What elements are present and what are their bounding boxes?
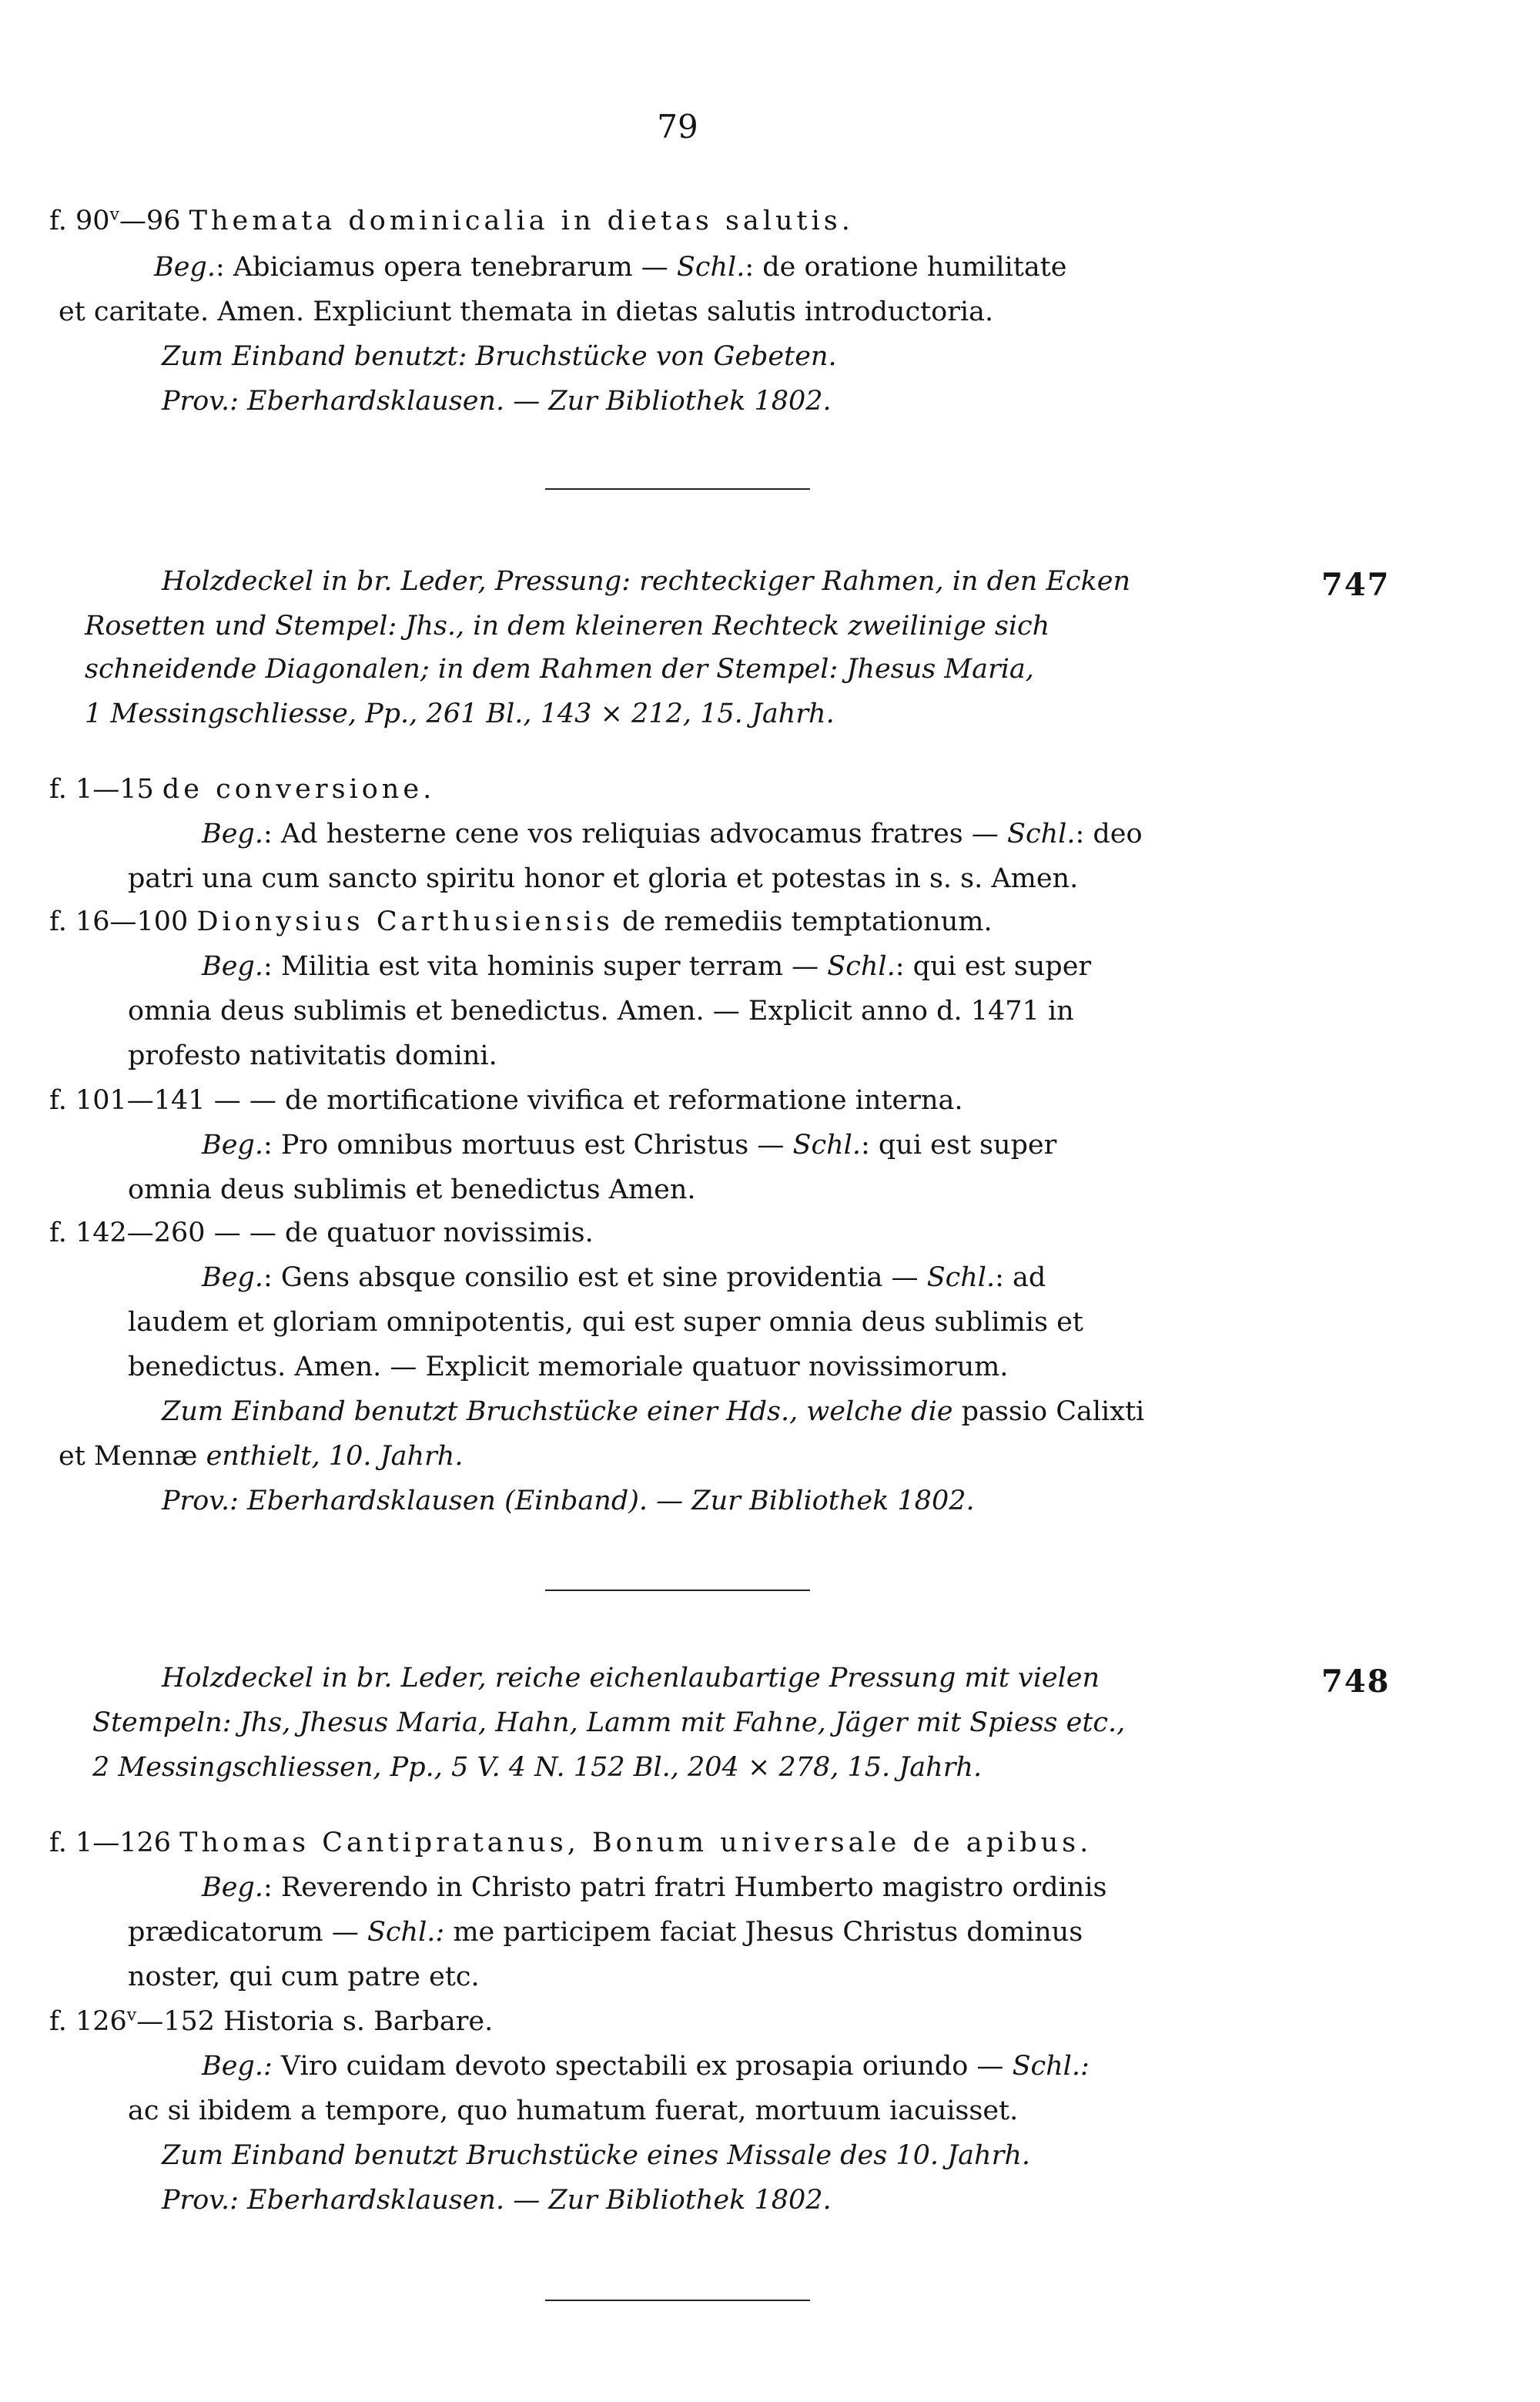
beg-label: Beg. bbox=[202, 1262, 263, 1293]
item-line: omnia deus sublimis et benedictus. Amen. — Explicit anno d. 1471 in bbox=[128, 996, 1074, 1027]
folio: f. 16—100 bbox=[49, 906, 189, 937]
schl-label: Schl. bbox=[676, 252, 745, 283]
schl-text: : deo bbox=[1075, 819, 1143, 849]
folio: f. 90 bbox=[49, 206, 110, 236]
entry-desc-line: Holzdeckel in br. Leder, reiche eichenlaubartige Pressung mit vielen bbox=[162, 1663, 1100, 1693]
einband-text: passio Calixti bbox=[952, 1396, 1145, 1427]
item-line bbox=[49, 776, 435, 803]
work-title: de remediis temptationum. bbox=[622, 906, 993, 937]
item-line: noster, qui cum patre etc. bbox=[128, 1961, 480, 1992]
item-line: profesto nativitatis domini. bbox=[128, 1040, 497, 1071]
top-line-einband: Zum Einband benutzt: Bruchstücke von Gebeten. bbox=[162, 341, 837, 372]
beg-label: Beg. bbox=[202, 1872, 263, 1903]
section-divider bbox=[545, 488, 810, 490]
work-title: Historia s. Barbare. bbox=[223, 2006, 494, 2037]
beg-text: : Pro omnibus mortuus est Christus — bbox=[263, 1130, 793, 1161]
einband-text: et Mennæ bbox=[59, 1441, 198, 1472]
schl-label: Schl.: bbox=[367, 1917, 445, 1948]
folio: f. 1—126 bbox=[49, 1827, 172, 1858]
item-line bbox=[202, 2053, 1090, 2080]
top-line-2 bbox=[154, 254, 1066, 281]
item-line: ac si ibidem a tempore, quo humatum fuerat, mortuum iacuisset. bbox=[128, 2095, 1019, 2126]
folio: f. 1—15 bbox=[49, 774, 154, 805]
beg-text: : Ad hesterne cene vos reliquias advocamus fratres — bbox=[263, 819, 1008, 849]
item-line: patri una cum sancto spiritu honor et gloria et potestas in s. s. Amen. bbox=[128, 863, 1079, 894]
page-number: 79 bbox=[657, 108, 698, 146]
entry-desc-line: Stempeln: Jhs, Jhesus Maria, Hahn, Lamm mit Fahne, Jäger mit Spiess etc., bbox=[92, 1707, 1126, 1738]
folio-end: —152 bbox=[136, 2006, 216, 2037]
verso-mark: v bbox=[109, 205, 119, 225]
schl-text: : ad bbox=[995, 1262, 1046, 1293]
beg-label: Beg. bbox=[154, 252, 216, 283]
item-line bbox=[202, 1262, 1046, 1293]
schl-label: Schl. bbox=[827, 951, 896, 982]
prov-line: Prov.: Eberhardsklausen. — Zur Bibliothek 1802. bbox=[162, 2185, 832, 2216]
item-line bbox=[49, 2005, 494, 2037]
item-line bbox=[202, 821, 1143, 848]
beg-label: Beg. bbox=[202, 1130, 263, 1161]
beg-text: Viro cuidam devoto spectabili ex prosapia oriundo — bbox=[272, 2051, 1013, 2082]
item-text: me participem faciat Jhesus Christus dominus bbox=[444, 1917, 1083, 1948]
author: Dionysius Carthusiensis bbox=[196, 906, 614, 937]
folio: f. 142—260 bbox=[49, 1218, 206, 1248]
item-line: laudem et gloriam omnipotentis, qui est super omnia deus sublimis et bbox=[128, 1307, 1083, 1338]
einband-line bbox=[162, 1396, 1145, 1427]
prov-line: Prov.: Eberhardsklausen (Einband). — Zur Bibliothek 1802. bbox=[162, 1486, 975, 1516]
schl-label: Schl. bbox=[1007, 819, 1076, 849]
folio: f. 126 bbox=[49, 2006, 127, 2037]
item-text: prædicatorum — bbox=[128, 1917, 367, 1948]
entry-desc-line: Holzdeckel in br. Leder, Pressung: rechteckiger Rahmen, in den Ecken bbox=[162, 566, 1130, 597]
entry-desc-line: 2 Messingschliessen, Pp., 5 V. 4 N. 152 Bl., 204 × 278, 15. Jahrh. bbox=[92, 1752, 983, 1783]
top-line-3: et caritate. Amen. Expliciunt themata in dietas salutis introductoria. bbox=[59, 296, 994, 327]
folio-end: —96 bbox=[119, 206, 181, 236]
item-line bbox=[128, 1919, 1083, 1946]
item-line bbox=[49, 1087, 963, 1114]
entry-desc-line: schneidende Diagonalen; in dem Rahmen der Stempel: Jhesus Maria, bbox=[85, 654, 1034, 685]
item-line bbox=[202, 1132, 1056, 1159]
work-title: — — de quatuor novissimis. bbox=[213, 1218, 594, 1248]
item-line bbox=[202, 1874, 1106, 1901]
beg-text: : Gens absque consilio est et sine providentia — bbox=[263, 1262, 927, 1293]
entry-number: 747 bbox=[1321, 567, 1391, 603]
item-line bbox=[49, 1827, 1093, 1858]
schl-text: : de oratione humilitate bbox=[745, 252, 1067, 283]
beg-text: : Abiciamus opera tenebrarum — bbox=[215, 252, 677, 283]
entry-desc-line: 1 Messingschliesse, Pp., 261 Bl., 143 × 212, 15. Jahrh. bbox=[85, 698, 835, 729]
item-line: benedictus. Amen. — Explicit memoriale quatuor novissimorum. bbox=[128, 1352, 1009, 1382]
author: Thomas Cantipratanus, Bonum universale de apibus. bbox=[179, 1827, 1093, 1858]
beg-label: Beg.: bbox=[202, 2051, 273, 2082]
beg-text: : Reverendo in Christo patri fratri Humberto magistro ordinis bbox=[263, 1872, 1107, 1903]
top-line-1 bbox=[49, 205, 854, 236]
top-line-prov: Prov.: Eberhardsklausen. — Zur Bibliothek 1802. bbox=[162, 386, 832, 417]
einband-text: Zum Einband benutzt Bruchstücke einer Hds., welche die bbox=[162, 1396, 953, 1427]
entry-number: 748 bbox=[1321, 1663, 1391, 1700]
item-line bbox=[49, 906, 993, 937]
beg-label: Beg. bbox=[202, 951, 263, 982]
beg-label: Beg. bbox=[202, 819, 263, 849]
beg-text: : Militia est vita hominis super terram — bbox=[263, 951, 828, 982]
einband-line bbox=[59, 1443, 463, 1470]
folio: f. 101—141 bbox=[49, 1085, 206, 1116]
schl-label: Schl. bbox=[792, 1130, 861, 1161]
item-line bbox=[202, 953, 1091, 980]
item-line bbox=[49, 1220, 594, 1247]
work-title: — — de mortificatione vivifica et reformatione interna. bbox=[213, 1085, 963, 1116]
schl-text: : qui est super bbox=[895, 951, 1092, 982]
schl-label: Schl. bbox=[926, 1262, 996, 1293]
section-divider bbox=[545, 1590, 810, 1591]
entry-desc-line: Rosetten und Stempel: Jhs., in dem kleineren Rechteck zweilinige sich bbox=[85, 611, 1050, 642]
einband-text: enthielt, 10. Jahrh. bbox=[197, 1441, 464, 1472]
section-divider bbox=[545, 2300, 810, 2301]
work-title: Themata dominicalia in dietas salutis. bbox=[189, 206, 854, 236]
einband-line: Zum Einband benutzt Bruchstücke eines Missale des 10. Jahrh. bbox=[162, 2140, 1030, 2171]
work-title: de conversione. bbox=[162, 774, 436, 805]
schl-label: Schl.: bbox=[1012, 2051, 1090, 2082]
schl-text: : qui est super bbox=[860, 1130, 1057, 1161]
verso-mark: v bbox=[126, 2005, 137, 2025]
item-line: omnia deus sublimis et benedictus Amen. bbox=[128, 1174, 696, 1205]
